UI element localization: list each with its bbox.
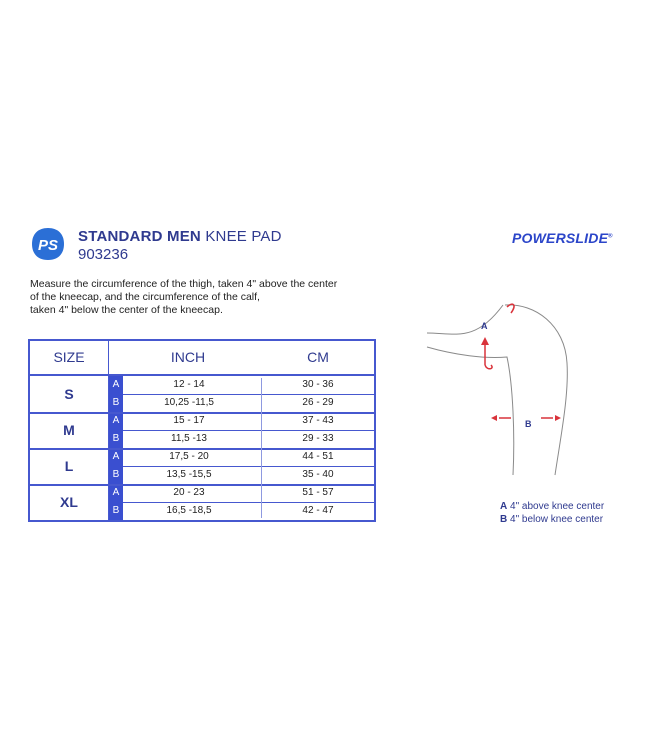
row-label-a: A — [112, 451, 120, 462]
size-label-s: S — [64, 386, 74, 402]
header-divider — [30, 374, 374, 376]
cell-cm: 30 - 36 — [302, 379, 334, 390]
cell-inch: 15 - 17 — [173, 415, 205, 426]
trademark-mark: ® — [608, 233, 613, 240]
knee-diagram — [415, 285, 615, 485]
thigh-arrow-head — [481, 337, 489, 345]
calf-arrow-left-head — [491, 415, 497, 421]
thigh-arrow-bottom — [485, 365, 492, 369]
cell-inch: 13,5 -15,5 — [166, 469, 212, 480]
calf-arrow-right-head — [555, 415, 561, 421]
size-label-l: L — [64, 458, 74, 474]
row-label-b: B — [112, 505, 120, 516]
cell-inch: 12 - 14 — [173, 379, 205, 390]
size-label-xl: XL — [60, 494, 78, 510]
leg-outline-illustration — [415, 285, 615, 485]
back-of-leg-outline — [427, 347, 514, 475]
product-title — [78, 228, 282, 245]
cell-cm: 26 - 29 — [302, 397, 334, 408]
row-label-b: B — [112, 397, 120, 408]
thigh-top-outline — [427, 305, 503, 334]
instruction-line: Measure the circumference of the thigh, taken 4" above the center — [30, 278, 338, 290]
header-size: SIZE — [53, 349, 85, 365]
ps-logo-badge — [30, 226, 66, 262]
cell-inch: 16,5 -18,5 — [166, 505, 212, 516]
cell-inch: 11,5 -13 — [171, 433, 207, 444]
legend-key-b: B — [500, 514, 508, 525]
marker-a: A — [481, 321, 488, 331]
instruction-line: taken 4" below the center of the kneecap. — [30, 304, 223, 316]
cell-cm: 42 - 47 — [302, 505, 334, 516]
cell-inch: 17,5 - 20 — [169, 451, 209, 462]
cell-cm: 37 - 43 — [302, 415, 334, 426]
diagram-legend — [500, 500, 604, 526]
measurement-instructions — [30, 278, 360, 317]
ps-logo — [30, 226, 66, 262]
brand-name: POWERSLIDE — [512, 230, 609, 246]
knee-front-outline — [505, 305, 567, 475]
legend-item-a — [500, 500, 604, 513]
product-code: 903236 — [78, 246, 129, 263]
cell-inch: 10,25 -11,5 — [164, 397, 214, 408]
marker-b: B — [525, 419, 532, 429]
row-label-a: A — [112, 379, 120, 390]
legend-item-b — [500, 513, 604, 526]
row-label-b: B — [112, 433, 120, 444]
legend-text-b: 4" below knee center — [510, 514, 604, 525]
row-label-a: A — [112, 415, 120, 426]
legend-key-a: A — [500, 501, 508, 512]
instruction-line: of the kneecap, and the circumference of the calf, — [30, 291, 260, 303]
legend-text-a: 4" above knee center — [510, 501, 605, 512]
size-table — [28, 339, 376, 522]
cell-cm: 51 - 57 — [302, 487, 334, 498]
cell-cm: 35 - 40 — [302, 469, 334, 480]
brand-logo — [512, 230, 613, 246]
title-bold: STANDARD MEN — [78, 228, 201, 245]
size-label-m: M — [63, 422, 75, 438]
cell-cm: 44 - 51 — [302, 451, 334, 462]
title-rest: KNEE PAD — [205, 228, 282, 245]
header-cm: CM — [307, 349, 329, 365]
cell-cm: 29 - 33 — [302, 433, 334, 444]
row-label-a: A — [112, 487, 120, 498]
header-inch: INCH — [170, 349, 206, 365]
row-label-b: B — [112, 469, 120, 480]
cell-inch: 20 - 23 — [173, 487, 205, 498]
value-column-divider — [261, 378, 262, 518]
logo-text: PS — [37, 237, 59, 254]
